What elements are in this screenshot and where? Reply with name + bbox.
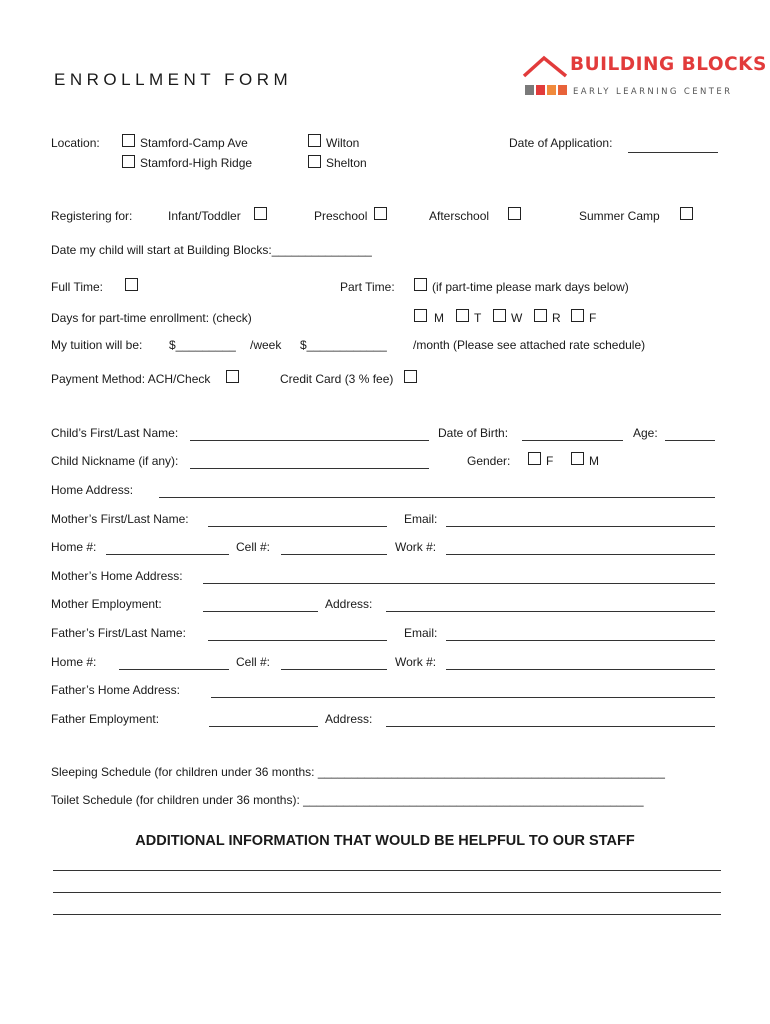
monthly-tuition-field[interactable]: $____________: [300, 338, 387, 352]
mother-employment-field[interactable]: [203, 611, 318, 612]
toilet-schedule-field[interactable]: Toilet Schedule (for children under 36 months): ___________________________________________________: [51, 793, 644, 807]
father-employer-address-label: Address:: [325, 712, 373, 726]
home-address-field[interactable]: [159, 497, 715, 498]
option-infant-toddler: Infant/Toddler: [168, 209, 241, 223]
child-name-field[interactable]: [190, 440, 429, 441]
mother-name-label: Mother’s First/Last Name:: [51, 512, 189, 526]
mother-employment-label: Mother Employment:: [51, 597, 162, 611]
checkbox-wilton[interactable]: [308, 134, 321, 147]
logo-tagline: EARLY LEARNING CENTER: [573, 87, 733, 97]
father-cell-field[interactable]: [281, 669, 387, 670]
mother-name-field[interactable]: [208, 526, 387, 527]
checkbox-preschool[interactable]: [374, 207, 387, 220]
nickname-field[interactable]: [190, 468, 429, 469]
mother-employer-address-field[interactable]: [386, 611, 715, 612]
nickname-label: Child Nickname (if any):: [51, 454, 179, 468]
mother-home-address-label: Mother’s Home Address:: [51, 569, 183, 583]
checkbox-day-w[interactable]: [493, 309, 506, 322]
weekly-tuition-field[interactable]: $_________: [169, 338, 236, 352]
checkbox-credit-card[interactable]: [404, 370, 417, 383]
date-of-application-label: Date of Application:: [509, 136, 613, 150]
day-t-label: T: [474, 311, 482, 325]
father-home-address-label: Father’s Home Address:: [51, 683, 180, 697]
additional-info-line-3[interactable]: [53, 914, 721, 915]
additional-info-heading: ADDITIONAL INFORMATION THAT WOULD BE HELPFUL TO OUR STAFF: [135, 833, 635, 849]
checkbox-stamford-high-ridge[interactable]: [122, 155, 135, 168]
credit-card-label: Credit Card (3 % fee): [280, 372, 394, 386]
day-f-label: F: [589, 311, 597, 325]
checkbox-day-f[interactable]: [571, 309, 584, 322]
per-week-label: /week: [250, 338, 282, 352]
part-time-note: (if part-time please mark days below): [432, 280, 629, 294]
house-roof-icon: [522, 54, 568, 80]
father-employment-field[interactable]: [209, 726, 318, 727]
mother-work-field[interactable]: [446, 554, 715, 555]
mother-employer-address-label: Address:: [325, 597, 373, 611]
home-address-label: Home Address:: [51, 483, 134, 497]
mother-work-label: Work #:: [395, 540, 437, 554]
mother-email-label: Email:: [404, 512, 438, 526]
option-preschool: Preschool: [314, 209, 368, 223]
mother-home-field[interactable]: [106, 554, 229, 555]
additional-info-line-2[interactable]: [53, 892, 721, 893]
option-afterschool: Afterschool: [429, 209, 490, 223]
gender-label: Gender:: [467, 454, 511, 468]
father-work-label: Work #:: [395, 655, 437, 669]
mother-email-field[interactable]: [446, 526, 715, 527]
blocks-icon: [524, 84, 570, 98]
registering-label: Registering for:: [51, 209, 133, 223]
age-label: Age:: [633, 426, 658, 440]
mother-home-address-field[interactable]: [203, 583, 715, 584]
father-email-field[interactable]: [446, 640, 715, 641]
father-work-field[interactable]: [446, 669, 715, 670]
mother-cell-field[interactable]: [281, 554, 387, 555]
mother-cell-label: Cell #:: [236, 540, 271, 554]
father-name-label: Father’s First/Last Name:: [51, 626, 186, 640]
dob-field[interactable]: [522, 440, 623, 441]
father-home-address-field[interactable]: [211, 697, 715, 698]
payment-label: Payment Method: ACH/Check: [51, 372, 211, 386]
checkbox-gender-m[interactable]: [571, 452, 584, 465]
checkbox-gender-f[interactable]: [528, 452, 541, 465]
option-stamford-high-ridge: Stamford-High Ridge: [140, 156, 253, 170]
checkbox-day-r[interactable]: [534, 309, 547, 322]
checkbox-summer-camp[interactable]: [680, 207, 693, 220]
option-stamford-camp-ave: Stamford-Camp Ave: [140, 136, 248, 150]
per-month-label: /month (Please see attached rate schedule): [413, 338, 646, 352]
location-label: Location:: [51, 136, 100, 150]
father-employer-address-field[interactable]: [386, 726, 715, 727]
father-email-label: Email:: [404, 626, 438, 640]
start-date-label: Date my child will start at Building Blocks:_______________: [51, 243, 372, 257]
checkbox-shelton[interactable]: [308, 155, 321, 168]
mother-home-label: Home #:: [51, 540, 97, 554]
dob-label: Date of Birth:: [438, 426, 509, 440]
days-label: Days for part-time enrollment: (check): [51, 311, 252, 325]
father-home-label: Home #:: [51, 655, 97, 669]
day-w-label: W: [511, 311, 523, 325]
full-time-label: Full Time:: [51, 280, 104, 294]
day-r-label: R: [552, 311, 561, 325]
child-name-label: Child’s First/Last Name:: [51, 426, 179, 440]
checkbox-ach-check[interactable]: [226, 370, 239, 383]
father-employment-label: Father Employment:: [51, 712, 160, 726]
gender-m-label: M: [589, 454, 599, 468]
father-cell-label: Cell #:: [236, 655, 271, 669]
checkbox-day-m[interactable]: [414, 309, 427, 322]
date-of-application-field[interactable]: [628, 152, 718, 153]
checkbox-day-t[interactable]: [456, 309, 469, 322]
father-home-field[interactable]: [119, 669, 229, 670]
checkbox-infant-toddler[interactable]: [254, 207, 267, 220]
option-shelton: Shelton: [326, 156, 367, 170]
form-title: ENROLLMENT FORM: [54, 70, 293, 89]
option-wilton: Wilton: [326, 136, 360, 150]
checkbox-stamford-camp-ave[interactable]: [122, 134, 135, 147]
checkbox-afterschool[interactable]: [508, 207, 521, 220]
part-time-label: Part Time:: [340, 280, 395, 294]
option-summer-camp: Summer Camp: [579, 209, 660, 223]
father-name-field[interactable]: [208, 640, 387, 641]
logo-name: BUILDING BLOCKS: [570, 54, 767, 75]
sleeping-schedule-field[interactable]: Sleeping Schedule (for children under 36 months: ____________________________________________________: [51, 765, 665, 779]
checkbox-full-time[interactable]: [125, 278, 138, 291]
tuition-label: My tuition will be:: [51, 338, 143, 352]
age-field[interactable]: [665, 440, 715, 441]
gender-f-label: F: [546, 454, 554, 468]
building-blocks-logo: [520, 52, 767, 100]
checkbox-part-time[interactable]: [414, 278, 427, 291]
day-m-label: M: [434, 311, 444, 325]
additional-info-line-1[interactable]: [53, 870, 721, 871]
